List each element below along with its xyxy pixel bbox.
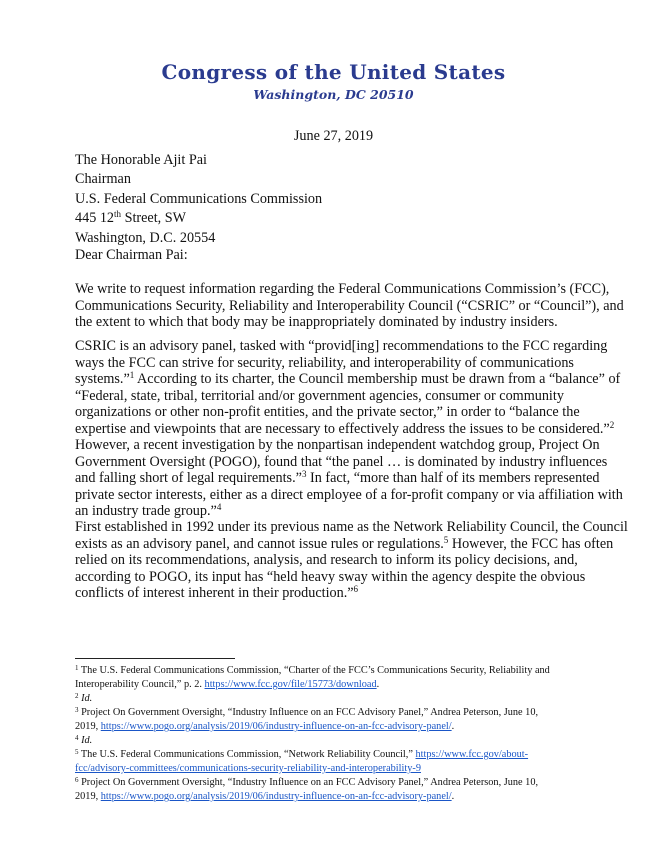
recipient-agency: U.S. Federal Communications Commission (75, 190, 323, 207)
footnote-divider (75, 658, 235, 659)
recipient-title: Chairman (75, 171, 131, 188)
text-run: In fact, “more than half of its members represented (306, 470, 600, 486)
footnote-link[interactable]: fcc/advisory-committees/communications-security-reliability-and-interoperability-9 (75, 763, 421, 774)
footnote-6-cont (75, 790, 605, 804)
paragraph-line (75, 419, 615, 438)
footnote-text: . (376, 679, 380, 690)
footnote-number: 6 (75, 776, 79, 784)
paragraph-line: private sector interests, either as a direct employee of a for-profit company or via affiliation with (75, 486, 623, 503)
paragraph-1 (75, 281, 624, 331)
letterhead-subtitle: Washington, DC 20510 (253, 87, 414, 102)
footnote-5-cont (75, 762, 605, 776)
paragraph-line: the extent to which that body may be inappropriately dominated by industry insiders. (75, 314, 558, 330)
footnote-link[interactable]: https://www.fcc.gov/file/15773/download (204, 679, 377, 690)
street-name: Street, SW (121, 210, 187, 227)
paragraph-line: CSRIC is an advisory panel, tasked with “provid[ing] recommendations to the FCC regarding (75, 338, 608, 354)
paragraph-line: We write to request information regarding the Federal Communications Commission’s (FCC), (75, 281, 610, 297)
footnote-link[interactable]: https://www.fcc.gov/about- (415, 749, 529, 760)
text-run: an industry trade group.” (75, 503, 217, 519)
paragraph-line: Government Oversight (POGO), found that “the panel … is dominated by industry influences (75, 453, 608, 470)
footnote-text: Project On Government Oversight, “Industry Influence on an FCC Advisory Panel,” Andrea Peterson, June 10, (78, 707, 539, 718)
footnote-link[interactable]: https://www.pogo.org/analysis/2019/06/industry-influence-on-an-fcc-advisory-panel/ (100, 721, 452, 732)
footnote-1-cont (75, 678, 605, 692)
footnote-ref: 1 (129, 370, 135, 380)
footnote-text: Project On Government Oversight, “Industry Influence on an FCC Advisory Panel,” Andrea Peterson, June 10, (78, 777, 539, 788)
street-ordinal: th (114, 209, 122, 220)
footnote-1 (75, 664, 605, 678)
footnote-3 (75, 706, 605, 720)
text-run: and falling short of legal requirements.” (75, 470, 302, 486)
text-run: According to its charter, the Council membership must be drawn from a “balance” of (134, 371, 621, 387)
letterhead-title: Congress of the United States (161, 60, 506, 84)
footnote-text: . (451, 791, 455, 802)
footnote-number: 2 (75, 692, 79, 700)
paragraph-line: “Federal, state, tribal, territorial and/or government agencies, consumer or community (75, 387, 564, 404)
footnote-ref: 3 (301, 469, 307, 479)
recipient-address (75, 151, 322, 248)
text-run: However, the FCC has often (448, 535, 614, 552)
footnote-number: 5 (75, 748, 79, 756)
paragraph-2 (75, 338, 623, 520)
footnote-5 (75, 748, 605, 762)
footnote-3-cont (75, 720, 605, 734)
footnote-text: . (451, 721, 455, 732)
footnote-text: Id. (81, 693, 93, 704)
recipient-street (75, 209, 322, 228)
footnote-text: Id. (81, 735, 93, 746)
footnotes (75, 664, 605, 804)
footnote-text: 2019, (75, 721, 101, 732)
paragraph-line: However, a recent investigation by the nonpartisan independent watchdog group, Project On (75, 437, 600, 453)
footnote-ref: 6 (353, 584, 359, 594)
footnote-number: 3 (75, 706, 79, 714)
footnote-ref: 4 (216, 502, 222, 512)
paragraph-3 (75, 519, 628, 602)
paragraph-line: according to POGO, its input has “held heavy sway within the agency despite the obvious (75, 568, 586, 585)
street-number: 445 12 (75, 210, 115, 227)
salutation: Dear Chairman Pai: (75, 247, 188, 263)
paragraph-line: organizations or other non-profit entities, and the private sector,” in order to “balance the (75, 404, 580, 420)
paragraph-line: ways the FCC can strive for security, reliability, and interoperability of communications (75, 354, 574, 371)
footnote-text: The U.S. Federal Communications Commission, “Network Reliability Council,” (78, 749, 416, 760)
paragraph-line (75, 370, 621, 388)
footnote-text: The U.S. Federal Communications Commission, “Charter of the FCC’s Communications Security, Reliability and (78, 665, 550, 676)
paragraph-line (75, 470, 605, 487)
footnote-link[interactable]: https://www.pogo.org/analysis/2019/06/industry-influence-on-an-fcc-advisory-panel/ (100, 791, 452, 802)
paragraph-line (75, 534, 614, 553)
text-run: expertise and viewpoints that are necessary to effectively address the issues to be considered.” (75, 420, 610, 437)
paragraph-line: Communications Security, Reliability and Interoperability Council (“CSRIC” or “Council”), and (75, 297, 624, 314)
footnote-text: 2019, (75, 791, 101, 802)
footnote-ref: 5 (443, 534, 449, 545)
footnote-number: 1 (75, 664, 79, 672)
text-run: systems.” (75, 371, 130, 387)
letter-date: June 27, 2019 (293, 128, 374, 144)
recipient-name: The Honorable Ajit Pai (75, 152, 207, 168)
paragraph-line (75, 585, 605, 602)
text-run: conflicts of interest inherent in their production.” (75, 585, 354, 601)
footnote-6 (75, 776, 605, 790)
footnote-text: Interoperability Council,” p. 2. (75, 679, 205, 690)
footnote-4 (75, 734, 605, 748)
paragraph-line: relied on its recommendations, analysis, and research to inform its policy decisions, and, (75, 552, 578, 568)
paragraph-line (75, 503, 605, 520)
footnote-2 (75, 692, 605, 706)
footnote-number: 4 (75, 734, 79, 742)
recipient-city: Washington, D.C. 20554 (75, 229, 216, 246)
footnote-ref: 2 (609, 419, 615, 430)
paragraph-line: First established in 1992 under its previous name as the Network Reliability Council, the Council (75, 519, 628, 535)
text-run: exists as an advisory panel, and cannot issue rules or regulations. (75, 535, 444, 552)
